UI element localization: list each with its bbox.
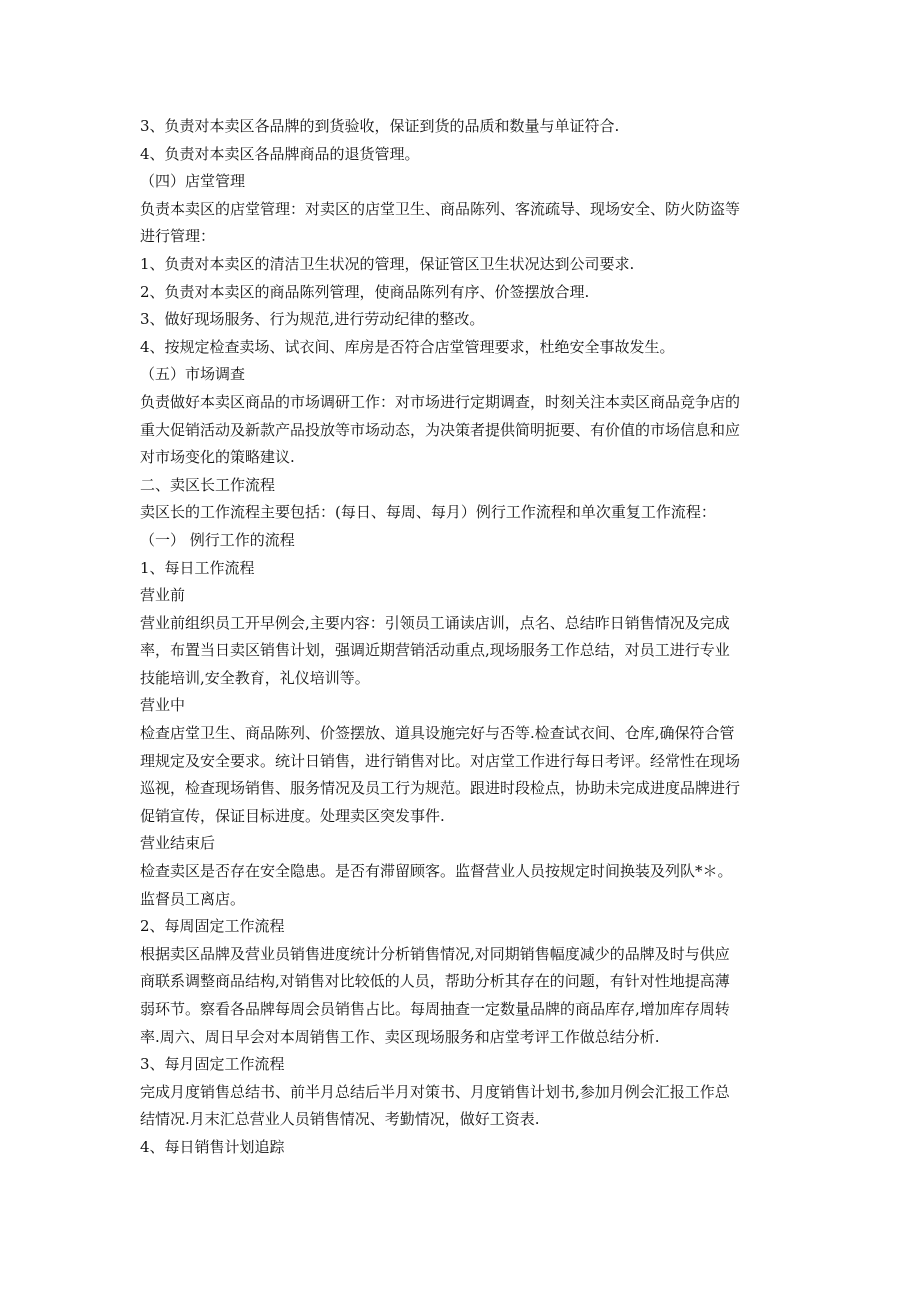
subsection-heading: 3、每月固定工作流程 [140, 1055, 285, 1074]
text-line: 负责本卖区的店堂管理：对卖区的店堂卫生、商品陈列、客流疏导、现场安全、防火防盗等 [140, 199, 741, 218]
section-heading: 二、卖区长工作流程 [140, 475, 276, 494]
text-line: 技能培训,安全教育，礼仪培训等。 [140, 668, 370, 687]
section-heading: （一） 例行工作的流程 [140, 530, 295, 549]
text-line: 商联系调整商品结构,对销售对比较低的人员，帮助分析其存在的问题，有针对性地提高薄 [140, 972, 730, 991]
section-heading: （五）市场调查 [140, 365, 246, 384]
text-line: 检查店堂卫生、商品陈列、价签摆放、道具设施完好与否等.检查试衣间、仓库,确保符合管 [140, 724, 735, 743]
text-line: 检查卖区是否存在安全隐患。是否有滞留顾客。监督营业人员按规定时间换装及列队*＊。 [140, 862, 733, 881]
text-line: 监督员工离店。 [140, 889, 246, 908]
text-line: 1、负责对本卖区的清洁卫生状况的管理，保证管区卫生状况达到公司要求. [140, 254, 635, 273]
text-line: 促销宣传，保证目标进度。处理卖区突发事件. [140, 806, 445, 825]
text-line: 进行管理： [140, 227, 216, 246]
text-line: 理规定及安全要求。统计日销售，进行销售对比。对店堂工作进行每日考评。经常性在现场 [140, 751, 741, 770]
text-line: 结情况.月末汇总营业人员销售情况、考勤情况，做好工资表. [140, 1110, 540, 1129]
subsection-heading: 4、每日销售计划追踪 [140, 1137, 285, 1156]
subsection-heading: 营业前 [140, 586, 186, 605]
document-body [140, 113, 790, 1162]
text-line: 率，布置当日卖区销售计划，强调近期营销活动重点,现场服务工作总结，对员工进行专业 [140, 641, 730, 660]
text-line: 营业前组织员工开早例会,主要内容：引领员工诵读店训，点名、总结昨日销售情况及完成 [140, 613, 730, 632]
text-line: 4、按规定检查卖场、试衣间、库房是否符合店堂管理要求，杜绝安全事故发生。 [140, 337, 675, 356]
text-line: 重大促销活动及新款产品投放等市场动态，为决策者提供简明扼要、有价值的市场信息和应 [140, 420, 741, 439]
subsection-heading: 1、每日工作流程 [140, 558, 255, 577]
text-line: 巡视，检查现场销售、服务情况及员工行为规范。跟进时段检点，协助未完成进度品牌进行 [140, 779, 741, 798]
subsection-heading: 营业结束后 [140, 834, 216, 853]
text-line: 负责做好本卖区商品的市场调研工作：对市场进行定期调查，时刻关注本卖区商品竞争店的 [140, 392, 741, 411]
text-line: 4、负责对本卖区各品牌商品的退货管理。 [140, 144, 420, 163]
subsection-heading: 营业中 [140, 696, 186, 715]
subsection-heading: 2、每周固定工作流程 [140, 917, 285, 936]
text-line: 3、负责对本卖区各品牌的到货验收，保证到货的品质和数量与单证符合. [140, 117, 620, 135]
text-line: 率.周六、周日早会对本周销售工作、卖区现场服务和店堂考评工作做总结分析. [140, 1027, 660, 1046]
section-heading: （四）店堂管理 [140, 172, 246, 191]
text-line: 3、做好现场服务、行为规范,进行劳动纪律的整改。 [140, 310, 485, 329]
text-line: 卖区长的工作流程主要包括：(每日、每周、每月）例行工作流程和单次重复工作流程： [140, 503, 716, 522]
text-line: 对市场变化的策略建议. [140, 448, 295, 467]
text-line: 弱环节。察看各品牌每周会员销售占比。每周抽查一定数量品牌的商品库存,增加库存周转 [140, 1000, 730, 1018]
text-line: 根据卖区品牌及营业员销售进度统计分析销售情况,对同期销售幅度减少的品牌及时与供应 [140, 944, 730, 963]
text-line: 2、负责对本卖区的商品陈列管理，使商品陈列有序、价签摆放合理. [140, 282, 590, 301]
text-line: 完成月度销售总结书、前半月总结后半月对策书、月度销售计划书,参加月例会汇报工作总 [140, 1082, 730, 1101]
